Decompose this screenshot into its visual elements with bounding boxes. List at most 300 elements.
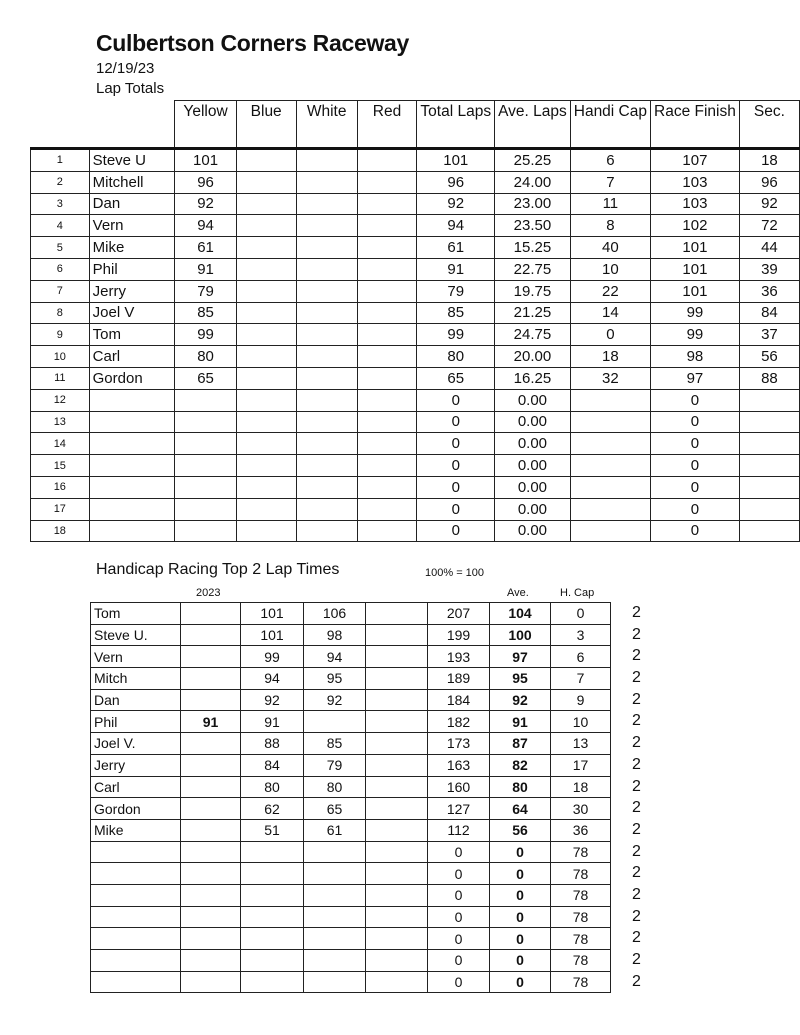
handicap-cell: 32 xyxy=(570,367,650,389)
table-row xyxy=(31,258,800,280)
table-row xyxy=(31,476,800,498)
table-row xyxy=(31,389,800,411)
lap2-cell xyxy=(304,841,366,863)
row-number: 10 xyxy=(31,346,90,368)
count-value: 2 xyxy=(632,777,641,795)
handicap-table xyxy=(90,602,611,993)
yellow-cell: 92 xyxy=(175,193,236,215)
table-row xyxy=(31,498,800,520)
row-number: 16 xyxy=(31,476,90,498)
table-row xyxy=(91,624,611,646)
red-cell xyxy=(357,346,417,368)
total-cell: 79 xyxy=(417,280,495,302)
count-value: 2 xyxy=(632,864,641,882)
extra-cell xyxy=(366,906,428,928)
yellow-cell xyxy=(175,476,236,498)
y2023-cell xyxy=(181,819,241,841)
label-hcap: H. Cap xyxy=(560,587,595,599)
yellow-cell: 61 xyxy=(175,237,236,259)
table-row xyxy=(91,733,611,755)
lap2-cell xyxy=(304,928,366,950)
count-value: 2 xyxy=(632,625,641,643)
driver-name: Carl xyxy=(91,776,181,798)
total-cell: 163 xyxy=(428,754,490,776)
ave-cell: 0.00 xyxy=(495,411,571,433)
blue-cell xyxy=(236,171,296,193)
column-header: Ave. Laps xyxy=(495,101,571,149)
driver-name: Carl xyxy=(89,346,175,368)
count-value: 2 xyxy=(632,951,641,968)
table-row xyxy=(31,455,800,477)
red-cell xyxy=(357,367,417,389)
driver-name: Gordon xyxy=(89,367,175,389)
yellow-cell: 91 xyxy=(175,258,236,280)
driver-name xyxy=(89,455,175,477)
driver-name: Dan xyxy=(91,689,181,711)
driver-name: Mitchell xyxy=(89,171,175,193)
handicap-cell: 0 xyxy=(570,324,650,346)
ave-cell: 0 xyxy=(490,906,551,928)
ave-cell: 95 xyxy=(490,668,551,690)
table-row xyxy=(31,520,800,542)
finish-cell: 101 xyxy=(651,280,740,302)
blue-cell xyxy=(236,389,296,411)
finish-cell: 101 xyxy=(651,237,740,259)
row-number: 5 xyxy=(31,237,90,259)
hcap-cell: 30 xyxy=(551,798,611,820)
hcap-cell: 7 xyxy=(551,668,611,690)
total-cell: 61 xyxy=(417,237,495,259)
ave-cell: 0 xyxy=(490,950,551,972)
driver-name xyxy=(91,971,181,993)
total-cell: 0 xyxy=(417,433,495,455)
driver-name: Joel V. xyxy=(91,733,181,755)
y2023-cell xyxy=(181,646,241,668)
lap2-cell: 61 xyxy=(304,819,366,841)
row-number: 9 xyxy=(31,324,90,346)
lap1-cell: 91 xyxy=(241,711,304,733)
red-cell xyxy=(357,411,417,433)
ave-cell: 100 xyxy=(490,624,551,646)
extra-cell xyxy=(366,733,428,755)
yellow-cell: 101 xyxy=(175,149,236,172)
row-number: 6 xyxy=(31,258,90,280)
column-header: Sec. xyxy=(739,101,799,149)
ave-cell: 91 xyxy=(490,711,551,733)
lap2-cell: 98 xyxy=(304,624,366,646)
row-number: 15 xyxy=(31,455,90,477)
driver-name: Steve U. xyxy=(91,624,181,646)
extra-cell xyxy=(366,884,428,906)
finish-cell: 102 xyxy=(651,215,740,237)
handicap-cell: 18 xyxy=(570,346,650,368)
extra-cell xyxy=(366,776,428,798)
column-header: Yellow xyxy=(175,101,236,149)
y2023-cell xyxy=(181,906,241,928)
white-cell xyxy=(296,455,357,477)
yellow-cell xyxy=(175,520,236,542)
blue-cell xyxy=(236,193,296,215)
yellow-cell: 79 xyxy=(175,280,236,302)
yellow-cell xyxy=(175,455,236,477)
extra-cell xyxy=(366,971,428,993)
total-cell: 160 xyxy=(428,776,490,798)
handicap-cell: 6 xyxy=(570,149,650,172)
total-cell: 173 xyxy=(428,733,490,755)
handicap-cell xyxy=(570,389,650,411)
count-value: 2 xyxy=(632,604,641,621)
total-cell: 0 xyxy=(417,411,495,433)
hcap-cell: 6 xyxy=(551,646,611,668)
handicap-cell xyxy=(570,411,650,433)
y2023-cell xyxy=(181,841,241,863)
white-cell xyxy=(296,193,357,215)
table-row xyxy=(91,668,611,690)
driver-name: Phil xyxy=(89,258,175,280)
table-row xyxy=(31,367,800,389)
ave-cell: 19.75 xyxy=(495,280,571,302)
sec-cell: 88 xyxy=(739,367,799,389)
table-row xyxy=(91,711,611,733)
ave-cell: 0.00 xyxy=(495,389,571,411)
driver-name: Joel V xyxy=(89,302,175,324)
hcap-cell: 36 xyxy=(551,819,611,841)
total-cell: 0 xyxy=(428,906,490,928)
white-cell xyxy=(296,324,357,346)
lap1-cell: 84 xyxy=(241,754,304,776)
blue-cell xyxy=(236,302,296,324)
ave-cell: 23.00 xyxy=(495,193,571,215)
ave-cell: 24.75 xyxy=(495,324,571,346)
ave-cell: 104 xyxy=(490,603,551,625)
total-cell: 182 xyxy=(428,711,490,733)
extra-cell xyxy=(366,603,428,625)
white-cell xyxy=(296,498,357,520)
lap1-cell xyxy=(241,884,304,906)
finish-cell: 98 xyxy=(651,346,740,368)
yellow-cell xyxy=(175,411,236,433)
extra-cell xyxy=(366,928,428,950)
table-row xyxy=(91,863,611,885)
total-cell: 65 xyxy=(417,367,495,389)
driver-name xyxy=(91,884,181,906)
ave-cell: 92 xyxy=(490,689,551,711)
total-cell: 94 xyxy=(417,215,495,237)
lap2-cell xyxy=(304,711,366,733)
handicap-cell: 11 xyxy=(570,193,650,215)
table-row xyxy=(31,411,800,433)
ave-cell: 56 xyxy=(490,819,551,841)
hcap-cell: 78 xyxy=(551,906,611,928)
lap1-cell: 88 xyxy=(241,733,304,755)
hcap-cell: 78 xyxy=(551,950,611,972)
lap1-cell xyxy=(241,863,304,885)
yellow-cell: 85 xyxy=(175,302,236,324)
driver-name xyxy=(91,906,181,928)
lap2-cell: 95 xyxy=(304,668,366,690)
ave-cell: 16.25 xyxy=(495,367,571,389)
handicap-note: 100% = 100 xyxy=(425,567,485,579)
handicap-cell: 14 xyxy=(570,302,650,324)
blue-cell xyxy=(236,476,296,498)
finish-cell: 99 xyxy=(651,324,740,346)
sec-cell: 44 xyxy=(739,237,799,259)
lap1-cell: 94 xyxy=(241,668,304,690)
handicap-cell xyxy=(570,433,650,455)
handicap-cell xyxy=(570,498,650,520)
y2023-cell xyxy=(181,603,241,625)
ave-cell: 24.00 xyxy=(495,171,571,193)
lap2-cell xyxy=(304,906,366,928)
lap1-cell: 51 xyxy=(241,819,304,841)
lap2-cell xyxy=(304,863,366,885)
race-date: 12/19/23 xyxy=(96,60,155,77)
table-header-row xyxy=(31,101,800,149)
extra-cell xyxy=(366,863,428,885)
table-row xyxy=(91,906,611,928)
blue-cell xyxy=(236,498,296,520)
total-cell: 0 xyxy=(428,841,490,863)
white-cell xyxy=(296,520,357,542)
sec-cell: 56 xyxy=(739,346,799,368)
total-cell: 0 xyxy=(417,520,495,542)
driver-name: Jerry xyxy=(91,754,181,776)
count-value: 2 xyxy=(632,907,641,925)
total-cell: 0 xyxy=(417,455,495,477)
blue-cell xyxy=(236,346,296,368)
finish-cell: 97 xyxy=(651,367,740,389)
y2023-cell xyxy=(181,884,241,906)
ave-cell: 0.00 xyxy=(495,498,571,520)
yellow-cell xyxy=(175,433,236,455)
total-cell: 207 xyxy=(428,603,490,625)
total-cell: 199 xyxy=(428,624,490,646)
blue-cell xyxy=(236,258,296,280)
hcap-cell: 78 xyxy=(551,971,611,993)
blue-cell xyxy=(236,237,296,259)
driver-name: Tom xyxy=(89,324,175,346)
total-cell: 0 xyxy=(417,389,495,411)
sec-cell xyxy=(739,476,799,498)
lap2-cell xyxy=(304,971,366,993)
yellow-cell: 96 xyxy=(175,171,236,193)
finish-cell: 103 xyxy=(651,193,740,215)
table-row xyxy=(31,193,800,215)
handicap-cell: 8 xyxy=(570,215,650,237)
row-number: 18 xyxy=(31,520,90,542)
white-cell xyxy=(296,346,357,368)
sec-cell xyxy=(739,389,799,411)
table-row xyxy=(91,950,611,972)
hcap-cell: 17 xyxy=(551,754,611,776)
ave-cell: 0.00 xyxy=(495,455,571,477)
finish-cell: 107 xyxy=(651,149,740,172)
y2023-cell xyxy=(181,754,241,776)
header-blank xyxy=(31,101,90,149)
driver-name: Mike xyxy=(89,237,175,259)
lap2-cell: 92 xyxy=(304,689,366,711)
red-cell xyxy=(357,258,417,280)
row-number: 2 xyxy=(31,171,90,193)
table-row xyxy=(91,646,611,668)
lap1-cell: 92 xyxy=(241,689,304,711)
label-2023: 2023 xyxy=(196,587,221,599)
blue-cell xyxy=(236,455,296,477)
extra-cell xyxy=(366,689,428,711)
column-header: Handi Cap xyxy=(570,101,650,149)
table-row xyxy=(31,171,800,193)
row-number: 12 xyxy=(31,389,90,411)
page-title: Culbertson Corners Raceway xyxy=(96,30,410,56)
y2023-cell: 91 xyxy=(181,711,241,733)
ave-cell: 0 xyxy=(490,928,551,950)
table-row xyxy=(31,324,800,346)
table-row xyxy=(31,433,800,455)
red-cell xyxy=(357,215,417,237)
total-cell: 80 xyxy=(417,346,495,368)
ave-cell: 21.25 xyxy=(495,302,571,324)
driver-name xyxy=(91,863,181,885)
driver-name xyxy=(91,950,181,972)
count-value: 2 xyxy=(632,799,641,817)
lap2-cell: 94 xyxy=(304,646,366,668)
driver-name: Jerry xyxy=(89,280,175,302)
lap1-cell xyxy=(241,841,304,863)
lap1-cell xyxy=(241,906,304,928)
ave-cell: 80 xyxy=(490,776,551,798)
count-value: 2 xyxy=(632,929,641,947)
lap1-cell: 99 xyxy=(241,646,304,668)
y2023-cell xyxy=(181,689,241,711)
finish-cell: 99 xyxy=(651,302,740,324)
count-value: 2 xyxy=(632,885,641,903)
y2023-cell xyxy=(181,733,241,755)
section-title-lap-totals: Lap Totals xyxy=(96,80,165,97)
finish-cell: 0 xyxy=(651,411,740,433)
yellow-cell xyxy=(175,498,236,520)
row-number: 7 xyxy=(31,280,90,302)
y2023-cell xyxy=(181,863,241,885)
sec-cell xyxy=(739,498,799,520)
lap1-cell xyxy=(241,928,304,950)
y2023-cell xyxy=(181,624,241,646)
sec-cell: 37 xyxy=(739,324,799,346)
total-cell: 96 xyxy=(417,171,495,193)
red-cell xyxy=(357,324,417,346)
ave-cell: 87 xyxy=(490,733,551,755)
finish-cell: 0 xyxy=(651,520,740,542)
driver-name: Vern xyxy=(91,646,181,668)
label-ave: Ave. xyxy=(507,587,529,599)
ave-cell: 0.00 xyxy=(495,520,571,542)
white-cell xyxy=(296,237,357,259)
handicap-cell xyxy=(570,520,650,542)
red-cell xyxy=(357,280,417,302)
white-cell xyxy=(296,215,357,237)
white-cell xyxy=(296,389,357,411)
red-cell xyxy=(357,193,417,215)
finish-cell: 103 xyxy=(651,171,740,193)
red-cell xyxy=(357,389,417,411)
ave-cell: 20.00 xyxy=(495,346,571,368)
total-cell: 0 xyxy=(428,863,490,885)
count-column xyxy=(632,602,641,992)
column-header: Blue xyxy=(236,101,296,149)
table-row xyxy=(91,928,611,950)
handicap-cell: 7 xyxy=(570,171,650,193)
ave-cell: 0 xyxy=(490,971,551,993)
hcap-cell: 78 xyxy=(551,841,611,863)
white-cell xyxy=(296,171,357,193)
table-row xyxy=(91,603,611,625)
y2023-cell xyxy=(181,668,241,690)
yellow-cell: 80 xyxy=(175,346,236,368)
y2023-cell xyxy=(181,776,241,798)
red-cell xyxy=(357,237,417,259)
extra-cell xyxy=(366,754,428,776)
total-cell: 0 xyxy=(428,950,490,972)
lap1-cell: 101 xyxy=(241,624,304,646)
section-title-handicap: Handicap Racing Top 2 Lap Times xyxy=(96,561,340,578)
driver-name: Mitch xyxy=(91,668,181,690)
count-value: 2 xyxy=(632,842,641,860)
handicap-cell: 22 xyxy=(570,280,650,302)
ave-cell: 0 xyxy=(490,841,551,863)
table-row xyxy=(91,798,611,820)
total-cell: 0 xyxy=(417,476,495,498)
sec-cell: 36 xyxy=(739,280,799,302)
row-number: 8 xyxy=(31,302,90,324)
ave-cell: 82 xyxy=(490,754,551,776)
extra-cell xyxy=(366,668,428,690)
table-row xyxy=(31,346,800,368)
red-cell xyxy=(357,476,417,498)
driver-name: Dan xyxy=(89,193,175,215)
extra-cell xyxy=(366,798,428,820)
yellow-cell xyxy=(175,389,236,411)
blue-cell xyxy=(236,411,296,433)
sec-cell: 39 xyxy=(739,258,799,280)
count-value: 2 xyxy=(632,690,641,708)
hcap-cell: 9 xyxy=(551,689,611,711)
row-number: 3 xyxy=(31,193,90,215)
lap2-cell: 106 xyxy=(304,603,366,625)
total-cell: 92 xyxy=(417,193,495,215)
table-row xyxy=(91,754,611,776)
table-row xyxy=(91,884,611,906)
finish-cell: 0 xyxy=(651,476,740,498)
sec-cell xyxy=(739,455,799,477)
extra-cell xyxy=(366,950,428,972)
hcap-cell: 78 xyxy=(551,863,611,885)
driver-name xyxy=(89,476,175,498)
count-value: 2 xyxy=(632,755,641,773)
ave-cell: 23.50 xyxy=(495,215,571,237)
handicap-cell: 40 xyxy=(570,237,650,259)
y2023-cell xyxy=(181,928,241,950)
finish-cell: 101 xyxy=(651,258,740,280)
header-blank xyxy=(89,101,175,149)
white-cell xyxy=(296,476,357,498)
hcap-cell: 78 xyxy=(551,928,611,950)
lap2-cell: 65 xyxy=(304,798,366,820)
ave-cell: 64 xyxy=(490,798,551,820)
total-cell: 85 xyxy=(417,302,495,324)
column-header: Red xyxy=(357,101,417,149)
blue-cell xyxy=(236,280,296,302)
table-row xyxy=(31,215,800,237)
sec-cell xyxy=(739,520,799,542)
